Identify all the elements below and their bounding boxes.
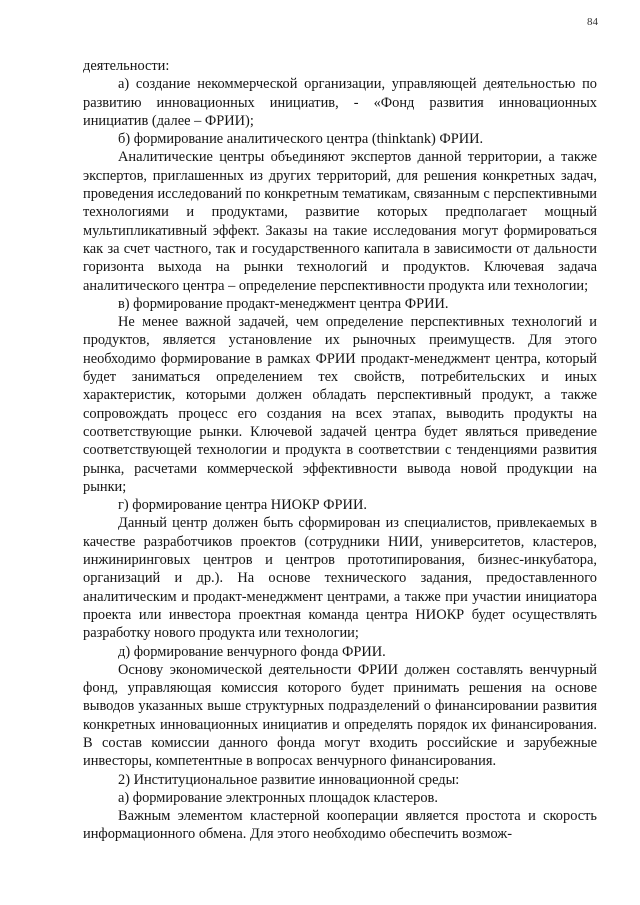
- paragraph: Основу экономической деятельности ФРИИ должен составлять венчурный фонд, управляющая комиссия которого будет принимать решения на основе выводов указанных выше структурных подразделений о финансировании развития конкретных инновационных инициатив и определять порядок их финансирования. В состав комиссии данного фонда могут входить российские и зарубежные инвесторы, компетентные в вопросах венчурного финансирования.: [83, 661, 597, 770]
- paragraph: 2) Институциональное развитие инновационной среды:: [118, 771, 460, 788]
- paragraph: Не менее важной задачей, чем определение перспективных технологий и продуктов, является установление их рыночных преимуществ. Для этого необходимо формирование в рамках ФРИИ продакт-менеджмент центра, который будет заниматься определением тех свойств, потребительских и иных характеристик, которыми должен обладать перспективный продукт, а также сопровождать процесс его создания на всех этапах, выводить продукты на соответствующие рынки. Ключевой задачей центра будет являться приведение соответствующей технологии и продукта в соответствии с тенденциями развития рынка, расчетами коммерческой эффективности вывода новой продукции на рынки;: [83, 314, 597, 495]
- paragraph: Аналитические центры объединяют экспертов данной территории, а также экспертов, приглашенных из других территорий, для решения конкретных задач, проведения исследований по конкретным тематикам, связанным с перспективными технологиями и продуктами, развитие которых предполагает мощный мультипликативный эффект. Заказы на такие исследования могут формироваться как за счет частного, так и государственного капитала в зависимости от дальности горизонта выхода на рынки технологий и продуктов. Ключевая задача аналитического центра – определение перспективности продукта или технологии;: [83, 149, 597, 294]
- paragraph: в) формирование продакт-менеджмент центра ФРИИ.: [118, 295, 449, 312]
- paragraph: д) формирование венчурного фонда ФРИИ.: [118, 643, 386, 660]
- paragraph: Данный центр должен быть сформирован из специалистов, привлекаемых в качестве разработчиков проектов (сотрудники НИИ, университетов, кластеров, инжиниринговых центров и центров прототипирования, бизнес-инкубатора, организаций и др.). На основе технического задания, предоставленного аналитическим и продакт-менеджмент центрами, а также при участии инициатора проекта или инвестора проектная команда центра НИОКР будет осуществлять разработку нового продукта или технологии;: [83, 515, 597, 642]
- paragraph: а) создание некоммерческой организации, управляющей деятельностью по развитию инновационных инициатив, - «Фонд развития инновационных инициатив (далее – ФРИИ);: [83, 76, 597, 129]
- body-text: [83, 57, 597, 844]
- paragraph: деятельности:: [83, 58, 170, 74]
- paragraph: Важным элементом кластерной кооперации является простота и скорость информационного обмена. Для этого необходимо обеспечить возмож-: [83, 808, 597, 843]
- page-number: 84: [587, 16, 598, 28]
- paragraph: б) формирование аналитического центра (thinktank) ФРИИ.: [118, 131, 484, 148]
- paragraph: а) формирование электронных площадок кластеров.: [118, 789, 438, 806]
- paragraph: г) формирование центра НИОКР ФРИИ.: [118, 497, 367, 514]
